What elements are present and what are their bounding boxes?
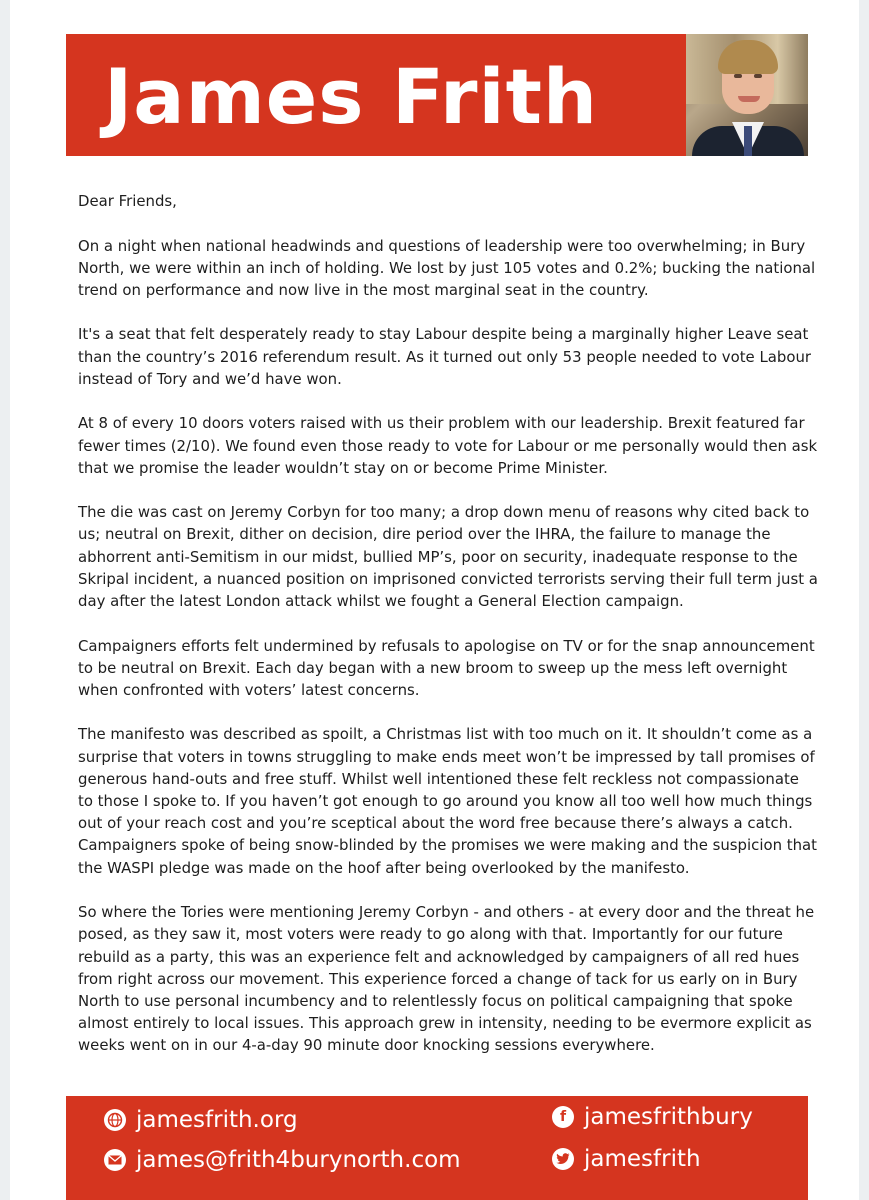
- letter-paragraph-7: So where the Tories were mentioning Jeremy Corbyn - and others - at every door and the threat he posed, as they saw it, most voters were ready to go along with that. Importantly for our future rebuild as a party, this was an experience felt and acknowledged by campaigners of all red hues from right across our movement. This experience forced a change of tack for us early on in Bury North to use personal incumbency and to relentlessly focus on political campaigning that spoke almost entirely to local issues. This approach grew in intensity, needing to be evermore explicit as weeks went on in our 4-a-day 90 minute door knocking sessions everywhere.: [78, 903, 815, 1055]
- letterhead-banner: [66, 34, 808, 156]
- email-contact[interactable]: [104, 1147, 461, 1173]
- letterhead-name: James Frith: [104, 52, 599, 141]
- letter-paragraph-5: Campaigners efforts felt undermined by refusals to apologise on TV or for the snap announcement to be neutral on Brexit. Each day began with a new broom to sweep up the mess left overnight when confronted with voters’ latest concerns.: [78, 636, 815, 699]
- website-contact[interactable]: [104, 1107, 298, 1133]
- facebook-contact[interactable]: [552, 1104, 753, 1130]
- letter-paragraph-1: On a night when national headwinds and questions of leadership were too overwhelming; in Bury North, we were within an inch of holding. We lost by just 105 votes and 0.2%; bucking the national trend on performance and now live in the most marginal seat in the country.: [78, 236, 816, 299]
- letter-salutation: Dear Friends,: [78, 192, 177, 210]
- email-link[interactable]: james@frith4burynorth.com: [136, 1147, 461, 1173]
- globe-icon: [104, 1109, 126, 1131]
- portrait-photo: [686, 34, 808, 156]
- letter-paragraph-2: It's a seat that felt desperately ready to stay Labour despite being a marginally higher Leave seat than the country’s 2016 referendum result. As it turned out only 53 people needed to vote Labour instead of Tory and we’d have won.: [78, 325, 811, 388]
- twitter-bird-icon: [552, 1148, 574, 1170]
- letter-paragraph-3: At 8 of every 10 doors voters raised with us their problem with our leadership. Brexit featured far fewer times (2/10). We found even those ready to vote for Labour or me personally would then ask that we promise the leader wouldn’t stay on or become Prime Minister.: [78, 414, 818, 477]
- facebook-handle[interactable]: jamesfrithbury: [584, 1104, 753, 1130]
- letter-paragraph-6: The manifesto was described as spoilt, a Christmas list with too much on it. It shouldn’t come as a surprise that voters in towns struggling to make ends meet won’t be impressed by tall promises of generous hand-outs and free stuff. Whilst well intentioned these felt reckless not compassionate to those I spoke to. If you haven’t got enough to go around you know all too well how much things out of your reach cost and you’re sceptical about the word free because there’s always a catch. Campaigners spoke of being snow-blinded by the promises we were making and the suspicion that the WASPI pledge was made on the hoof after being overlooked by the manifesto.: [78, 725, 817, 877]
- envelope-icon: [104, 1149, 126, 1171]
- letter-paragraph-4: The die was cast on Jeremy Corbyn for too many; a drop down menu of reasons why cited back to us; neutral on Brexit, dither on decision, dire period over the IHRA, the failure to manage the abhorrent anti-Semitism in our midst, bullied MP’s, poor on security, inadequate response to the Skripal incident, a nuanced position on imprisoned convicted terrorists serving their full term just a day after the latest London attack whilst we fought a General Election campaign.: [78, 503, 818, 611]
- letter-body: [78, 190, 818, 1079]
- contact-footer: [66, 1096, 808, 1200]
- website-link[interactable]: jamesfrith.org: [136, 1107, 298, 1133]
- twitter-contact[interactable]: [552, 1146, 701, 1172]
- twitter-handle[interactable]: jamesfrith: [584, 1146, 701, 1172]
- facebook-icon: f: [552, 1106, 574, 1128]
- letter-page: [10, 0, 859, 1200]
